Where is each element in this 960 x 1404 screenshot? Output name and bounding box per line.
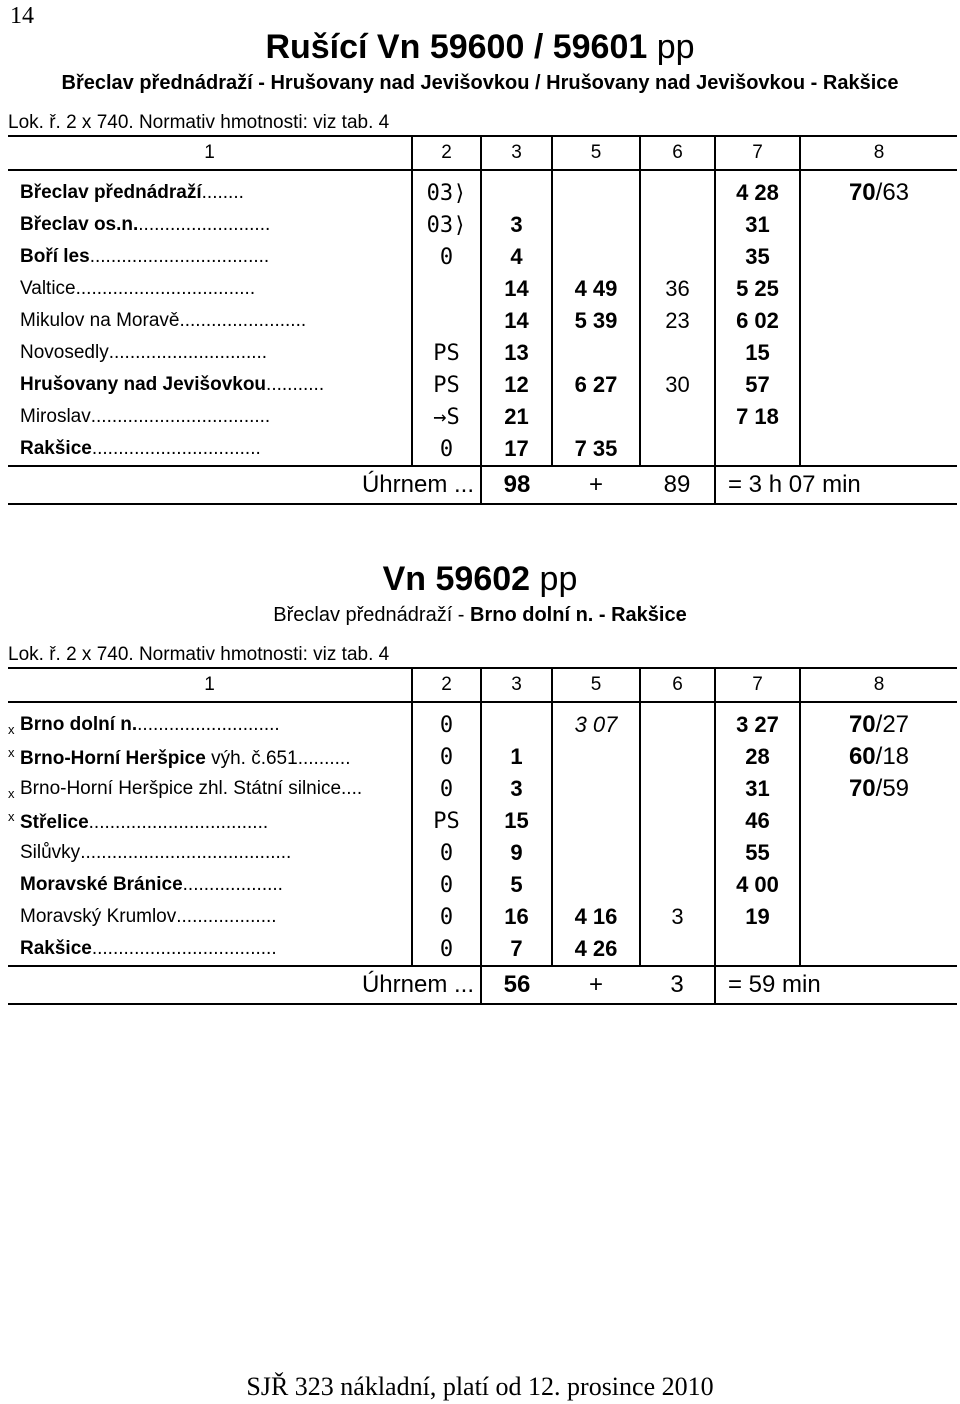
- col5-cell: 4 16: [552, 901, 640, 933]
- section2-row: [8, 805, 957, 837]
- col7-cell: 5 25: [715, 273, 800, 305]
- section1-col-header-6: 6: [640, 136, 715, 170]
- section2-title: [0, 560, 960, 599]
- station-name: Novosedly: [20, 342, 109, 363]
- col2-cell: 0: [412, 741, 481, 773]
- section2-row: [8, 741, 957, 773]
- section2-col-header-6: 6: [640, 668, 715, 702]
- col7-cell: 4 00: [715, 869, 800, 901]
- section1-summary-result: = 3 h 07 min: [715, 466, 957, 504]
- col7-cell: 15: [715, 337, 800, 369]
- col6-cell: [640, 837, 715, 869]
- station-name-tail: výh. č.651: [205, 747, 298, 769]
- section1-station-cell: [8, 241, 412, 273]
- col7-cell: 28: [715, 741, 800, 773]
- section2-station-cell: [8, 773, 412, 805]
- section2-col-header-3: 3: [481, 668, 552, 702]
- leader-dots: ..................................: [75, 278, 256, 299]
- section1-title-suffix: pp: [656, 28, 695, 66]
- col8-cell: [800, 702, 957, 741]
- section2-title-number: Vn 59602: [382, 560, 531, 598]
- col8-rest: /27: [875, 711, 910, 738]
- col7-cell: 35: [715, 241, 800, 273]
- section1-route-text: Břeclav přednádraží - Hrušovany nad Jevišovkou / Hrušovany nad Jevišovkou - Rakšice: [61, 72, 899, 94]
- section1-summary-row: [8, 466, 957, 504]
- section1-station-cell: [8, 273, 412, 305]
- section1-station-cell: [8, 209, 412, 241]
- col7-cell: 19: [715, 901, 800, 933]
- col3-cell: 9: [481, 837, 552, 869]
- section1-station-cell: [8, 401, 412, 433]
- leader-dots: ..................................: [88, 811, 269, 833]
- section2-row: [8, 702, 957, 741]
- section1-station-cell: [8, 433, 412, 466]
- leader-dots: ..................................: [89, 246, 270, 267]
- leader-dots: ..................................: [90, 406, 271, 427]
- section2-summary-label: Úhrnem ...: [8, 966, 481, 1004]
- section2-row: [8, 773, 957, 805]
- section1-summary-total-b: 89: [640, 466, 715, 504]
- section2-col-header-1: 1: [8, 668, 412, 702]
- section2-row: [8, 901, 957, 933]
- col3-cell: 1: [481, 741, 552, 773]
- col6-cell: [640, 433, 715, 466]
- col6-cell: [640, 869, 715, 901]
- section1-col-header-3: 3: [481, 136, 552, 170]
- col3-cell: 21: [481, 401, 552, 433]
- col5-cell: [552, 241, 640, 273]
- col3-cell: 14: [481, 273, 552, 305]
- col5-cell: [552, 805, 640, 837]
- col5-cell: [552, 869, 640, 901]
- col8-bold: 70: [848, 179, 876, 206]
- col2-cell: PS: [412, 805, 481, 837]
- col2-cell: 0: [412, 837, 481, 869]
- col8-rest: /59: [875, 775, 910, 802]
- col5-cell: [552, 773, 640, 805]
- col3-cell: 16: [481, 901, 552, 933]
- section1-summary-total-a: 98: [481, 466, 552, 504]
- section2-col-header-2: 2: [412, 668, 481, 702]
- section1-row: [8, 170, 957, 209]
- col8-cell: [800, 869, 957, 901]
- station-name: Brno-Horní Heršpice: [20, 747, 206, 769]
- leader-dots: ..............................: [108, 342, 268, 363]
- station-mark: x: [8, 744, 15, 760]
- col5-cell: 5 39: [552, 305, 640, 337]
- section1-route: [0, 72, 960, 95]
- section1-title: [0, 28, 960, 67]
- col8-cell: [800, 837, 957, 869]
- col6-cell: [640, 702, 715, 741]
- section1-summary-label: Úhrnem ...: [8, 466, 481, 504]
- section2-title-suffix: pp: [539, 560, 578, 598]
- station-name: Mikulov na Moravě: [20, 310, 180, 331]
- section2-timetable: [8, 667, 957, 1005]
- col7-cell: 46: [715, 805, 800, 837]
- section2-col-header-8: 8: [800, 668, 957, 702]
- col6-cell: [640, 805, 715, 837]
- col3-cell: [481, 170, 552, 209]
- section1-col-header-7: 7: [715, 136, 800, 170]
- col8-cell: [800, 369, 957, 401]
- col2-cell: [412, 273, 481, 305]
- leader-dots: ........: [201, 182, 244, 203]
- col5-cell: [552, 337, 640, 369]
- col3-cell: 12: [481, 369, 552, 401]
- col6-cell: 36: [640, 273, 715, 305]
- section2-col-header-7: 7: [715, 668, 800, 702]
- section2-route-dest: Brno dolní n. - Rakšice: [470, 604, 687, 626]
- section2-station-cell: [8, 869, 412, 901]
- col6-cell: 3: [640, 901, 715, 933]
- section2-row: [8, 869, 957, 901]
- section2-route: [0, 604, 960, 627]
- col5-cell: [552, 209, 640, 241]
- col6-cell: [640, 401, 715, 433]
- station-mark: x: [8, 721, 15, 737]
- col8-cell: [800, 901, 957, 933]
- section1-col-header-1: 1: [8, 136, 412, 170]
- col3-cell: 14: [481, 305, 552, 337]
- col7-cell: 55: [715, 837, 800, 869]
- section2-station-cell: [8, 702, 412, 741]
- station-name: Valtice: [20, 278, 76, 299]
- col2-cell: 0: [412, 433, 481, 466]
- section1-row: [8, 241, 957, 273]
- col8-rest: /63: [875, 179, 910, 206]
- col5-cell: 4 49: [552, 273, 640, 305]
- section1-station-cell: [8, 369, 412, 401]
- station-mark: x: [8, 785, 15, 801]
- station-name: Rakšice: [20, 938, 92, 959]
- page-number: 14: [10, 3, 34, 29]
- col6-cell: [640, 933, 715, 966]
- col6-cell: [640, 337, 715, 369]
- col3-cell: [481, 702, 552, 741]
- section2-header-row: [8, 668, 957, 702]
- col2-cell: PS: [412, 369, 481, 401]
- section1-title-number: Rušící Vn 59600 / 59601: [265, 28, 648, 66]
- section1-row: [8, 337, 957, 369]
- col6-cell: [640, 209, 715, 241]
- station-name: Miroslav: [20, 406, 91, 427]
- leader-dots: ...........: [266, 374, 325, 395]
- section2-summary-total-a: 56: [481, 966, 552, 1004]
- section1-timetable: [8, 135, 957, 505]
- section1-station-cell: [8, 170, 412, 209]
- leader-dots: .........................: [138, 214, 271, 235]
- col7-cell: 7 18: [715, 401, 800, 433]
- col3-cell: 7: [481, 933, 552, 966]
- section1-row: [8, 369, 957, 401]
- section2-row: [8, 837, 957, 869]
- col7-cell: [715, 933, 800, 966]
- col8-cell: [800, 273, 957, 305]
- col2-cell: →S: [412, 401, 481, 433]
- col8-bold: 70: [848, 711, 876, 738]
- station-name: Rakšice: [20, 438, 92, 459]
- section1-row: [8, 209, 957, 241]
- col3-cell: 3: [481, 209, 552, 241]
- col2-cell: 0: [412, 773, 481, 805]
- col5-cell: 4 26: [552, 933, 640, 966]
- section2-summary-total-b: 3: [640, 966, 715, 1004]
- col8-cell: [800, 433, 957, 466]
- station-name: Břeclav os.n.: [20, 214, 139, 235]
- section2-route-origin: Břeclav přednádraží -: [273, 604, 471, 626]
- col6-cell: [640, 170, 715, 209]
- section1-row: [8, 401, 957, 433]
- col8-cell: [800, 170, 957, 209]
- col3-cell: 17: [481, 433, 552, 466]
- leader-dots: ...................: [176, 906, 277, 927]
- col8-cell: [800, 741, 957, 773]
- col8-cell: [800, 337, 957, 369]
- section1-lok-info: Lok. ř. 2 x 740. Normativ hmotnosti: viz tab. 4: [8, 112, 390, 133]
- page-footer: SJŘ 323 nákladní, platí od 12. prosince 2010: [246, 1372, 714, 1401]
- leader-dots: ........................: [179, 310, 307, 331]
- station-name: Hrušovany nad Jevišovkou: [20, 374, 267, 395]
- leader-dots: ....: [341, 777, 363, 799]
- col8-cell: [800, 305, 957, 337]
- col8-cell: [800, 773, 957, 805]
- station-name: Moravský Krumlov: [20, 906, 177, 927]
- station-name: Silůvky: [20, 842, 81, 863]
- col2-cell: 03⟩: [412, 170, 481, 209]
- col7-cell: 31: [715, 773, 800, 805]
- leader-dots: ...........................: [137, 713, 280, 735]
- section1-col-header-2: 2: [412, 136, 481, 170]
- section1-row: [8, 273, 957, 305]
- section2-lok-info: Lok. ř. 2 x 740. Normativ hmotnosti: viz tab. 4: [8, 644, 390, 665]
- col2-cell: 0: [412, 869, 481, 901]
- col8-cell: [800, 241, 957, 273]
- leader-dots: ........................................: [80, 842, 292, 863]
- col5-cell: 3 07: [552, 702, 640, 741]
- col3-cell: 5: [481, 869, 552, 901]
- col8-cell: [800, 209, 957, 241]
- station-name: Brno-Horní Heršpice zhl. Státní silnice: [20, 777, 342, 799]
- section2-summary-result: = 59 min: [715, 966, 957, 1004]
- col5-cell: 6 27: [552, 369, 640, 401]
- col2-cell: PS: [412, 337, 481, 369]
- col5-cell: [552, 401, 640, 433]
- col3-cell: 3: [481, 773, 552, 805]
- section2-station-cell: [8, 805, 412, 837]
- col8-cell: [800, 933, 957, 966]
- section2-summary-plus: +: [552, 966, 640, 1004]
- station-name: Boří les: [20, 246, 90, 267]
- col6-cell: [640, 241, 715, 273]
- col7-cell: 6 02: [715, 305, 800, 337]
- section2-station-cell: [8, 741, 412, 773]
- col2-cell: 0: [412, 901, 481, 933]
- col7-cell: 31: [715, 209, 800, 241]
- section2-summary-row: [8, 966, 957, 1004]
- col6-cell: 23: [640, 305, 715, 337]
- station-name: Břeclav přednádraží: [20, 182, 202, 203]
- col6-cell: [640, 741, 715, 773]
- section2-station-cell: [8, 837, 412, 869]
- section1-col-header-8: 8: [800, 136, 957, 170]
- col3-cell: 4: [481, 241, 552, 273]
- col7-cell: [715, 433, 800, 466]
- section2-station-cell: [8, 901, 412, 933]
- col8-bold: 60: [848, 743, 876, 770]
- col5-cell: [552, 170, 640, 209]
- col3-cell: 13: [481, 337, 552, 369]
- station-mark: x: [8, 808, 15, 824]
- col5-cell: 7 35: [552, 433, 640, 466]
- section1-summary-plus: +: [552, 466, 640, 504]
- col5-cell: [552, 741, 640, 773]
- col3-cell: 15: [481, 805, 552, 837]
- section2-col-header-5: 5: [552, 668, 640, 702]
- col8-rest: /18: [875, 743, 910, 770]
- section1-col-header-5: 5: [552, 136, 640, 170]
- col2-cell: 0: [412, 933, 481, 966]
- col7-cell: 4 28: [715, 170, 800, 209]
- col6-cell: [640, 773, 715, 805]
- col5-cell: [552, 837, 640, 869]
- section1-station-cell: [8, 337, 412, 369]
- col8-cell: [800, 401, 957, 433]
- leader-dots: ...................: [182, 874, 283, 895]
- section1-station-cell: [8, 305, 412, 337]
- leader-dots: ...................................: [91, 938, 277, 959]
- section2-row: [8, 933, 957, 966]
- col8-cell: [800, 805, 957, 837]
- leader-dots: ..........: [297, 747, 351, 769]
- col2-cell: 03⟩: [412, 209, 481, 241]
- col2-cell: 0: [412, 241, 481, 273]
- col7-cell: 3 27: [715, 702, 800, 741]
- station-name: Moravské Bránice: [20, 874, 183, 895]
- station-name: Střelice: [20, 811, 89, 833]
- section1-row: [8, 305, 957, 337]
- col6-cell: 30: [640, 369, 715, 401]
- section1-header-row: [8, 136, 957, 170]
- col7-cell: 57: [715, 369, 800, 401]
- section2-station-cell: [8, 933, 412, 966]
- col8-bold: 70: [848, 775, 876, 802]
- col2-cell: [412, 305, 481, 337]
- col2-cell: 0: [412, 702, 481, 741]
- section1-row: [8, 433, 957, 466]
- station-name: Brno dolní n.: [20, 713, 138, 735]
- leader-dots: ................................: [91, 438, 261, 459]
